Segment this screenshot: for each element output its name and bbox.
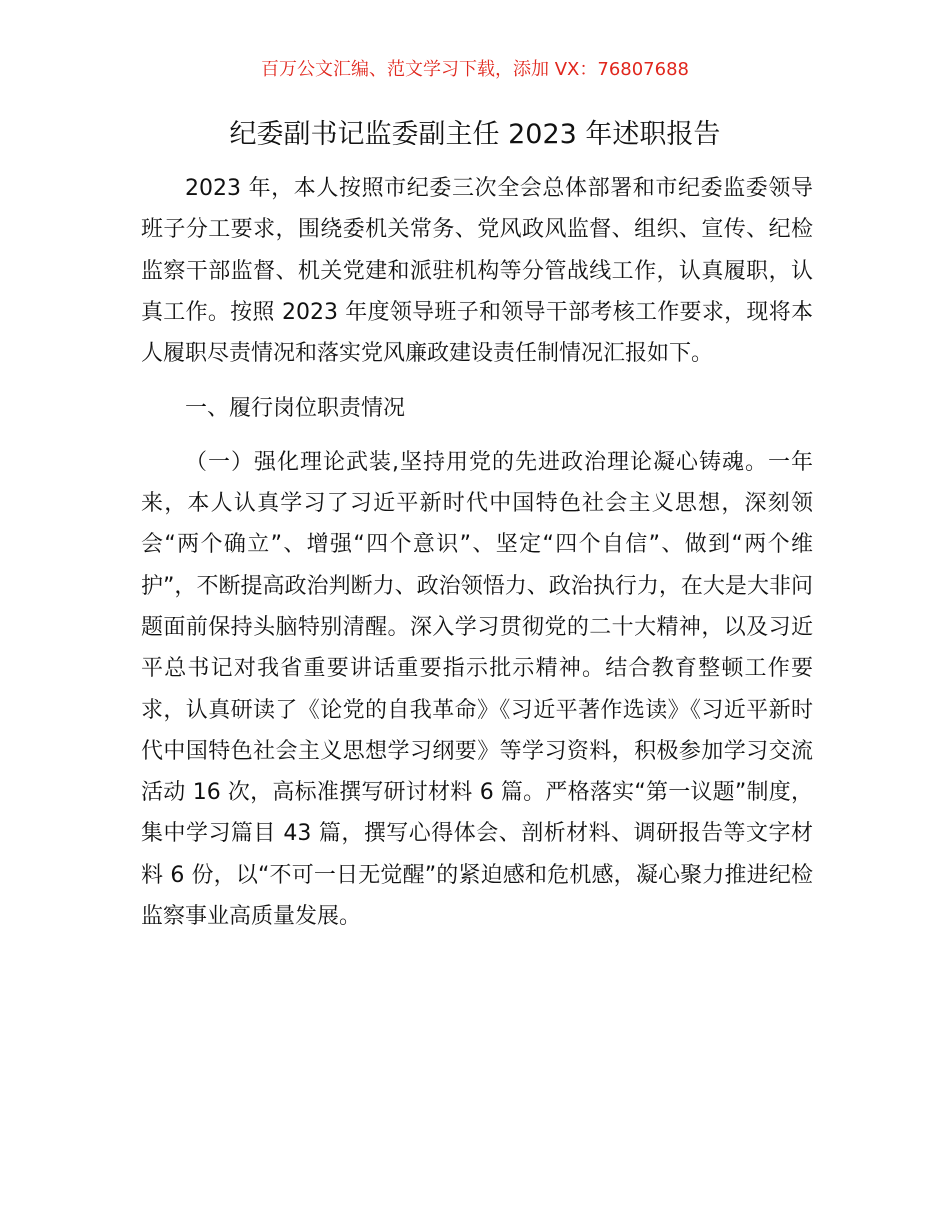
subsection-paragraph: （一）强化理论武装,坚持用党的先进政治理论凝心铸魂。一年来，本人认真学习了习近平新时代中国特色社会主义思想，深刻领会“两个确立”、增强“四个意识”、坚定“四个自信”、做到“两个维护”，不断提高政治判断力、政治领悟力、政治执行力，在大是大非问题面前保持头脑特别清醒。深入学习贯彻党的二十大精神，以及习近平总书记对我省重要讲话重要指示批示精神。结合教育整顿工作要求，认真研读了《论党的自我革命》《习近平著作选读》《习近平新时代中国特色社会主义思想学习纲要》等学习资料，积极参加学习交流活动 16 次，高标准撰写研讨材料 6 篇。严格落实“第一议题”制度，集中学习篇目 43 篇，撰写心得体会、剖析材料、调研报告等文字材料 6 份，以“不可一日无觉醒”的紧迫感和危机感，凝心聚力推进纪检监察事业高质量发展。: [141, 449, 813, 930]
intro-paragraph: 2023 年，本人按照市纪委三次全会总体部署和市纪委监委领导班子分工要求，围绕委机关常务、党风政风监督、组织、宣传、纪检监察干部监督、机关党建和派驻机构等分管战线工作，认真履职，认真工作。按照 2023 年度领导班子和领导干部考核工作要求，现将本人履职尽责情况和落实党风廉政建设责任制情况汇报如下。: [141, 176, 813, 367]
section-heading: 一、履行岗位职责情况: [185, 396, 406, 422]
document-title: 纪委副书记监委副主任 2023 年述职报告: [229, 119, 721, 150]
watermark-banner: 百万公文汇编、范文学习下载，添加 VX：76807688: [261, 59, 689, 80]
document-body: [141, 168, 813, 937]
